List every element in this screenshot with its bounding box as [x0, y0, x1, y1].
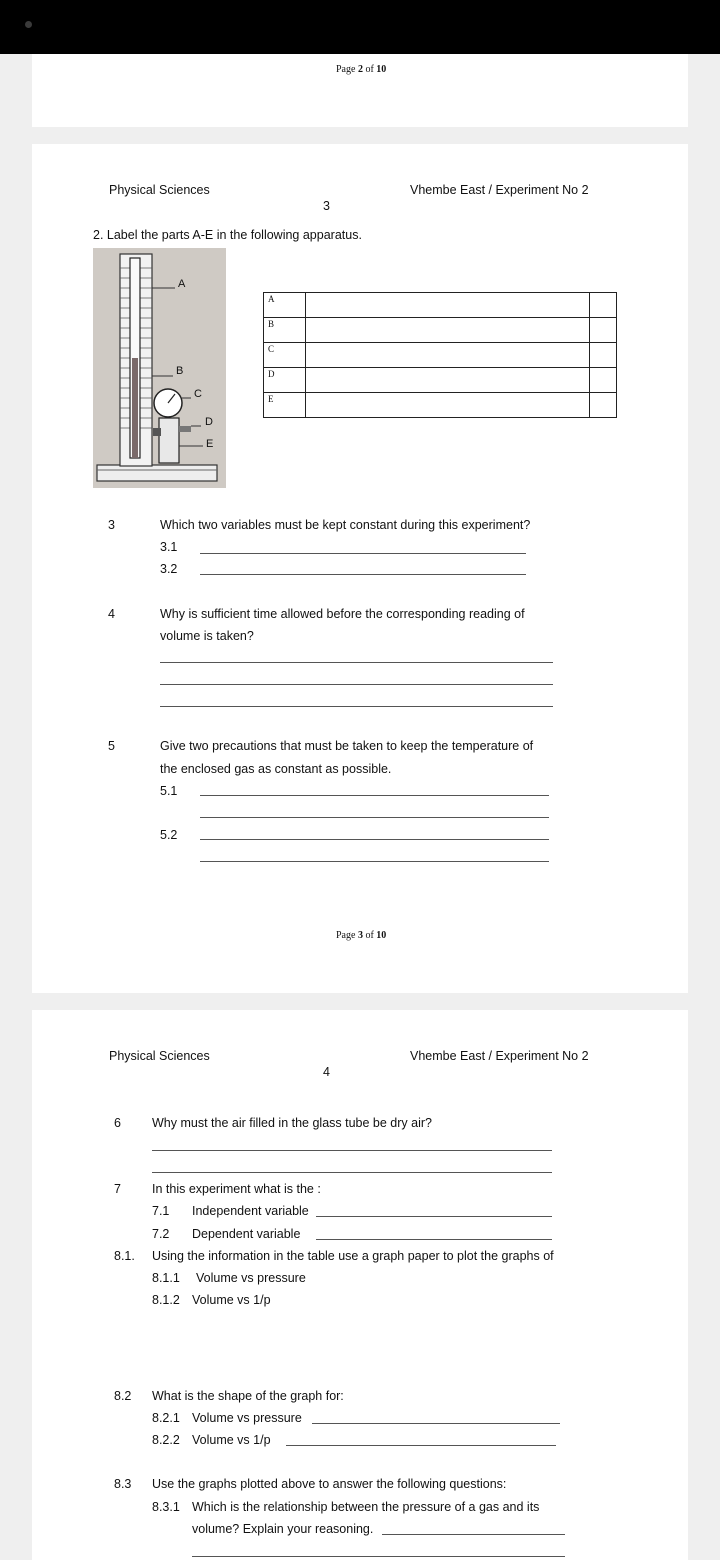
question-4-number: 4	[108, 607, 115, 621]
question-7-1-number: 7.1	[152, 1204, 170, 1218]
mark-cell[interactable]	[590, 393, 617, 418]
question-5-line1: Give two precautions that must be taken to keep the temperature of	[160, 739, 534, 753]
question-2: 2. Label the parts A-E in the following apparatus.	[93, 228, 362, 242]
question-6-number: 6	[114, 1116, 121, 1130]
question-5-line2: the enclosed gas as constant as possible.	[160, 762, 392, 776]
camera-dot-icon	[25, 21, 32, 28]
header-experiment: Vhembe East / Experiment No 2	[410, 1049, 589, 1063]
question-8-1-2-text: Volume vs 1/p	[192, 1293, 271, 1307]
question-8-1-2-number: 8.1.2	[152, 1293, 180, 1307]
question-5-number: 5	[108, 739, 115, 753]
question-6-text: Why must the air filled in the glass tube be dry air?	[152, 1116, 432, 1130]
header-page-num: 3	[323, 199, 330, 213]
row-label: A	[264, 293, 306, 318]
row-label: D	[264, 368, 306, 393]
apparatus-label-c: C	[194, 388, 202, 400]
apparatus-label-a: A	[178, 278, 186, 290]
question-8-3-number: 8.3	[114, 1477, 132, 1491]
question-8-1-1-number: 8.1.1	[152, 1271, 180, 1285]
mark-cell[interactable]	[590, 318, 617, 343]
status-bar	[0, 0, 720, 54]
question-8-2-2-text: Volume vs 1/p	[192, 1433, 271, 1447]
question-8-3-1-line2: volume? Explain your reasoning.	[192, 1522, 374, 1536]
apparatus-label-e: E	[206, 438, 214, 450]
question-8-1-text: Using the information in the table use a graph paper to plot the graphs of	[152, 1249, 554, 1263]
table-row	[264, 393, 617, 418]
question-8-2-text: What is the shape of the graph for:	[152, 1389, 344, 1403]
question-8-2-1-number: 8.2.1	[152, 1411, 180, 1425]
question-7-text: In this experiment what is the :	[152, 1182, 321, 1196]
question-3-number: 3	[108, 518, 115, 532]
question-8-3-1-line1: Which is the relationship between the pressure of a gas and its	[192, 1500, 540, 1514]
page-number: Page 2 of 10	[336, 64, 387, 75]
page-3	[32, 144, 688, 993]
question-3-1-label: 3.1	[160, 540, 178, 554]
apparatus-image	[93, 248, 226, 488]
question-8-3-text: Use the graphs plotted above to answer the following questions:	[152, 1477, 507, 1491]
apparatus-label-d: D	[205, 416, 213, 428]
row-label: C	[264, 343, 306, 368]
header-subject: Physical Sciences	[109, 183, 210, 197]
mark-cell[interactable]	[590, 343, 617, 368]
header-experiment: Vhembe East / Experiment No 2	[410, 183, 589, 197]
table-row	[264, 368, 617, 393]
mark-cell[interactable]	[590, 368, 617, 393]
mark-cell[interactable]	[590, 293, 617, 318]
answer-cell[interactable]	[306, 343, 590, 368]
answer-line[interactable]	[200, 817, 549, 818]
apparatus-label-b: B	[176, 365, 184, 377]
question-7-number: 7	[114, 1182, 121, 1196]
answer-line[interactable]	[316, 1239, 552, 1240]
question-8-2-1-text: Volume vs pressure	[192, 1411, 302, 1425]
page-2-tail	[32, 54, 688, 127]
question-8-2-2-number: 8.2.2	[152, 1433, 180, 1447]
answer-cell[interactable]	[306, 318, 590, 343]
answer-line[interactable]	[312, 1423, 560, 1424]
answer-line[interactable]	[286, 1445, 556, 1446]
answer-line[interactable]	[160, 662, 553, 663]
answer-line[interactable]	[200, 861, 549, 862]
answer-line[interactable]	[152, 1172, 552, 1173]
question-5-1-label: 5.1	[160, 784, 178, 798]
question-7-1-text: Independent variable	[192, 1204, 309, 1218]
question-3-text: Which two variables must be kept constant during this experiment?	[160, 518, 531, 532]
page-number: Page 3 of 10	[336, 930, 387, 941]
question-3-2-label: 3.2	[160, 562, 178, 576]
question-8-1-1-text: Volume vs pressure	[196, 1271, 306, 1285]
row-label: B	[264, 318, 306, 343]
table-row	[264, 293, 617, 318]
header-subject: Physical Sciences	[109, 1049, 210, 1063]
answer-cell[interactable]	[306, 393, 590, 418]
table-row	[264, 318, 617, 343]
answer-line[interactable]	[200, 839, 549, 840]
answer-cell[interactable]	[306, 368, 590, 393]
answer-line[interactable]	[382, 1534, 565, 1535]
answer-line[interactable]	[316, 1216, 552, 1217]
answer-line[interactable]	[160, 706, 553, 707]
answer-line[interactable]	[192, 1556, 565, 1557]
answer-line[interactable]	[200, 574, 526, 575]
question-7-2-number: 7.2	[152, 1227, 170, 1241]
answer-line[interactable]	[160, 684, 553, 685]
question-7-2-text: Dependent variable	[192, 1227, 301, 1241]
question-4-line2: volume is taken?	[160, 629, 254, 643]
question-4-line1: Why is sufficient time allowed before the corresponding reading of	[160, 607, 525, 621]
label-table	[263, 292, 617, 418]
question-8-3-1-number: 8.3.1	[152, 1500, 180, 1514]
page-4	[32, 1010, 688, 1560]
row-label: E	[264, 393, 306, 418]
answer-line[interactable]	[200, 553, 526, 554]
answer-cell[interactable]	[306, 293, 590, 318]
question-5-2-label: 5.2	[160, 828, 178, 842]
header-page-num: 4	[323, 1065, 330, 1079]
answer-line[interactable]	[200, 795, 549, 796]
question-8-2-number: 8.2	[114, 1389, 132, 1403]
answer-line[interactable]	[152, 1150, 552, 1151]
question-8-1-number: 8.1.	[114, 1249, 135, 1263]
table-row	[264, 343, 617, 368]
